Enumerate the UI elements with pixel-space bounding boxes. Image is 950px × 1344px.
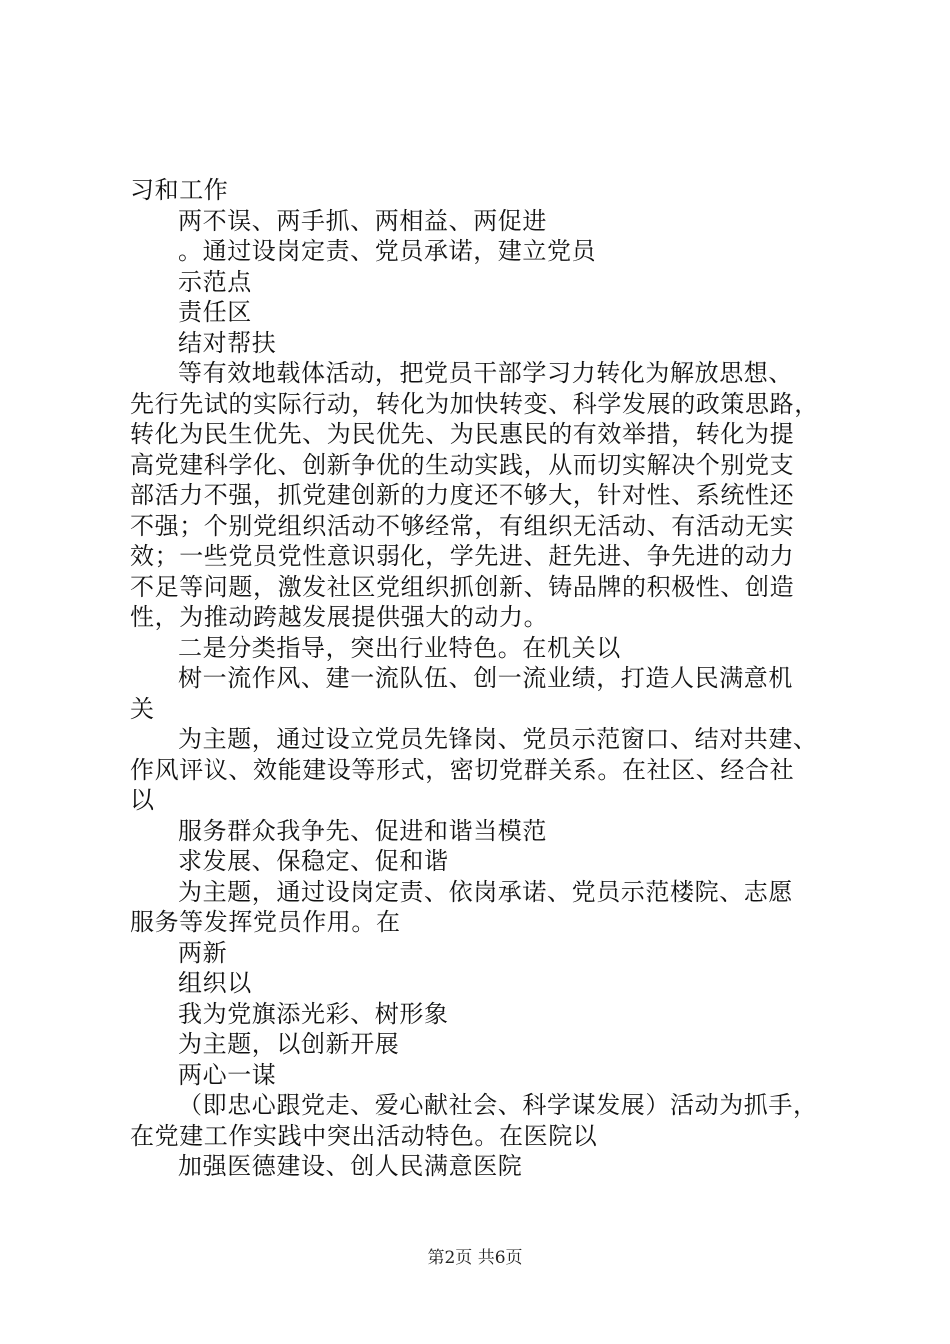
document-body [130,175,840,1182]
text-line: 作风评议、效能建设等形式，密切党群关系。在社区、经合社 [130,755,795,784]
text-line: 不强；个别党组织活动不够经常，有组织无活动、有活动无实 [130,511,795,540]
text-line: 。通过设岗定责、党员承诺，建立党员 [178,237,597,265]
text-line: 两不误、两手抓、两相益、两促进 [178,206,547,235]
text-line: 转化为民生优先、为民优先、为民惠民的有效举措，转化为提 [130,420,795,448]
text-line: 服务群众我争先、促进和谐当模范 [178,816,547,845]
text-line: 为主题，以创新开展 [178,1030,400,1058]
text-line: 在党建工作实践中突出活动特色。在医院以 [130,1121,598,1150]
text-line: 责任区 [178,298,252,326]
text-line: 树一流作风、建一流队伍、创一流业绩，打造人民满意机 [178,664,793,692]
text-line: 性，为推动跨越发展提供强大的动力。 [130,603,549,631]
text-line: 二是分类指导，突出行业特色。在机关以 [178,633,621,662]
text-line: 加强医德建设、创人民满意医院 [178,1152,523,1180]
text-line: 求发展、保稳定、促和谐 [178,847,449,875]
text-line: 为主题，通过设岗定责、依岗承诺、党员示范楼院、志愿 [178,877,793,906]
text-line: 效；一些党员党性意识弱化，学先进、赶先进、争先进的动力 [130,542,795,570]
text-line: 不足等问题，激发社区党组织抓创新、铸品牌的积极性、创造 [130,572,795,601]
text-line: 高党建科学化、创新争优的生动实践，从而切实解决个别党支 [130,450,795,479]
text-line: 关 [130,694,155,723]
text-line: 为主题，通过设立党员先锋岗、党员示范窗口、结对共建、 [178,725,818,753]
text-line: 两心一谋 [178,1060,277,1089]
text-line: 部活力不强，抓党建创新的力度还不够大，针对性、系统性还 [130,481,795,509]
text-line: 我为党旗添光彩、树形象 [178,999,449,1028]
page-footer: 第2页 共6页 [427,1248,523,1268]
text-line: 习和工作 [130,176,229,204]
text-line: 服务等发挥党员作用。在 [130,908,401,936]
text-line: 组织以 [178,969,252,997]
text-line: 示范点 [178,267,252,296]
text-line: 结对帮扶 [178,328,277,357]
text-line: 以 [130,786,155,814]
text-line: （即忠心跟党走、爱心献社会、科学谋发展）活动为抓手， [178,1091,818,1119]
text-line: 等有效地载体活动，把党员干部学习力转化为解放思想、 [178,359,793,387]
text-line: 先行先试的实际行动，转化为加快转变、科学发展的政策思路， [130,389,819,418]
text-line: 两新 [178,938,228,967]
